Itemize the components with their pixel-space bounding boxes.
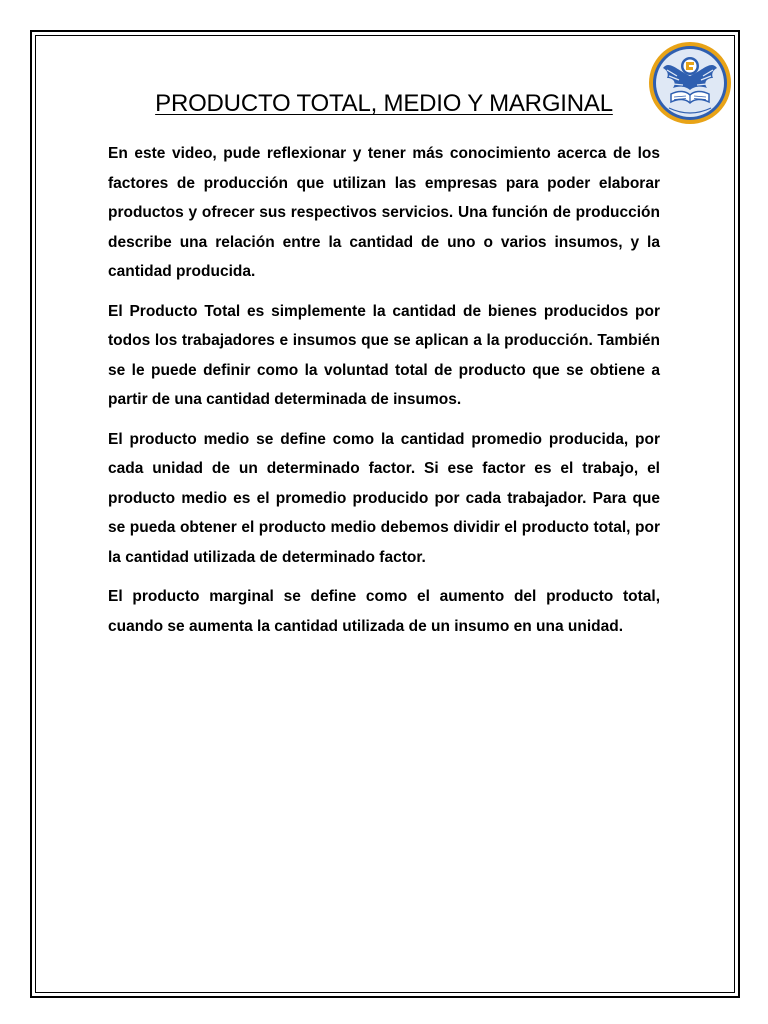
title-text: PRODUCTO TOTAL, MEDIO Y MARGINAL (155, 90, 613, 117)
paragraph: El producto marginal se define como el aumento del producto total, cuando se aumenta la cantidad utilizada de un insumo en una unidad. (108, 588, 660, 635)
paragraph: El producto medio se define como la cantidad promedio producida, por cada unidad de un determinado factor. Si ese factor es el trabajo, el producto medio es el promedio producido por cada trabajador. Para que se pueda obtener el producto medio debemos dividir el producto total, por la cantidad utilizada de determinado factor. (108, 430, 660, 566)
document-title (0, 90, 768, 118)
paragraph: El Producto Total es simplemente la cantidad de bienes producidos por todos los trabajadores e insumos que se aplican a la producción. También se le puede definir como la voluntad total de producto que se obtiene a partir de una cantidad determinada de insumos. (108, 302, 660, 408)
document-body (108, 139, 660, 651)
paragraph: En este video, pude reflexionar y tener más conocimiento acerca de los factores de producción que utilizan las empresas para poder elaborar productos y ofrecer sus respectivos servicios. Una función de producción describe una relación entre la cantidad de uno o varios insumos, y la cantidad producida. (108, 145, 660, 280)
